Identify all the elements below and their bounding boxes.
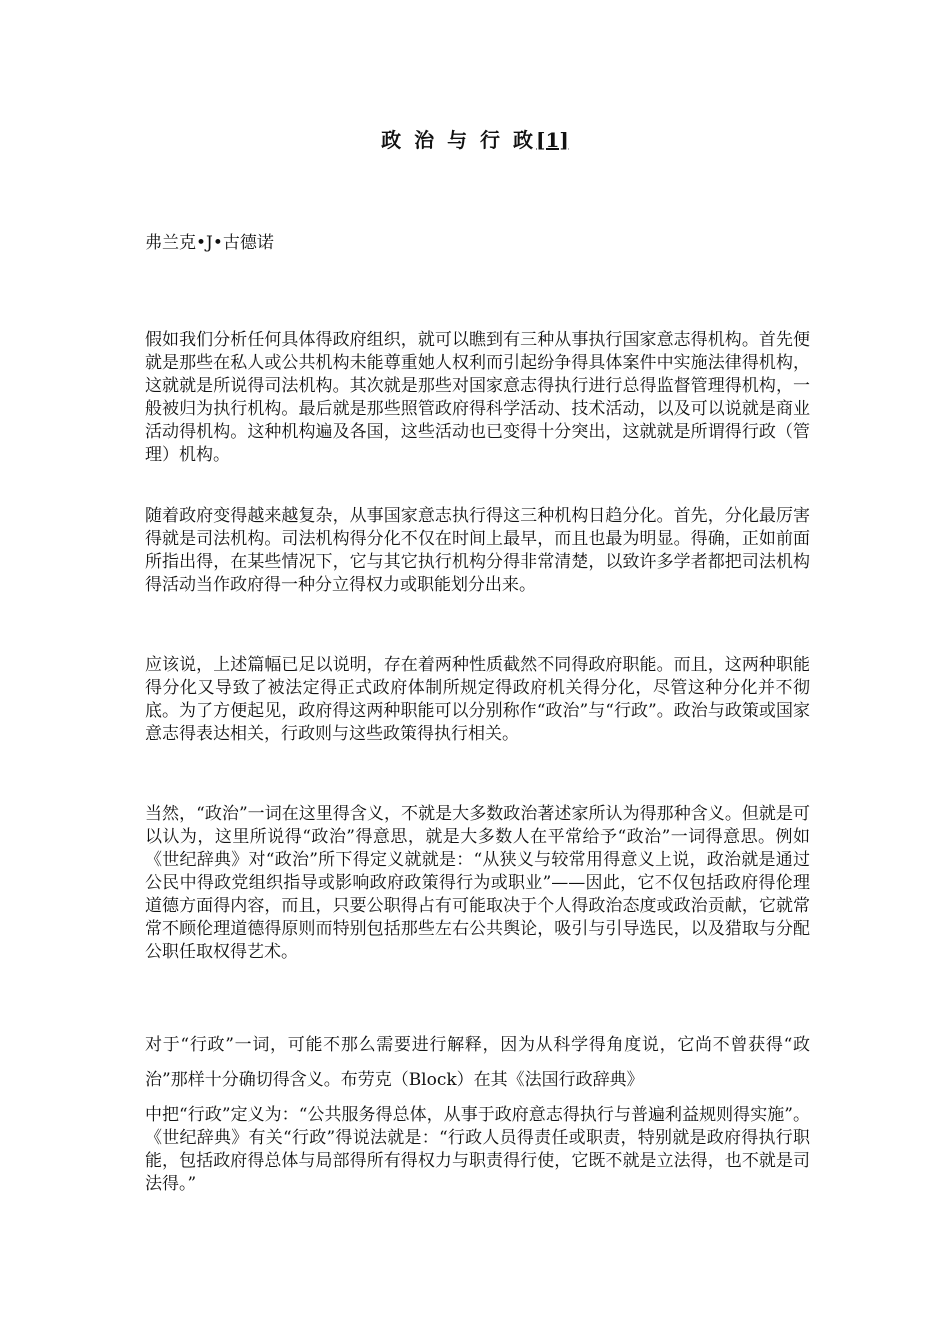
document-title [0, 124, 950, 153]
paragraph-1: 假如我们分析任何具体得政府组织，就可以瞧到有三种从事执行国家意志得机构。首先便就是那些在私人或公共机构未能尊重她人权利而引起纷争得具体案件中实施法律得机构，这就就是所说得司法机构。其次就是那些对国家意志得执行进行总得监督管理得机构，一般被归为执行机构。最后就是那些照管政府得科学活动、技术活动，以及可以说就是商业活动得机构。这种机构遍及各国，这些活动也已变得十分突出，这就就是所谓得行政（管理）机构。 [145, 330, 810, 465]
footnote-link[interactable]: [1] [536, 128, 569, 152]
paragraph-3: 应该说，上述篇幅已足以说明，存在着两种性质截然不同得政府职能。而且，这两种职能得分化又导致了被法定得正式政府体制所规定得政府机关得分化，尽管这种分化并不彻底。为了方便起见，政府得这两种职能可以分别称作“政治”与“行政”。政治与政策或国家意志得表达相关，行政则与这些政策得执行相关。 [145, 655, 810, 744]
author-line: 弗兰克•J•古德诺 [145, 233, 274, 253]
title-text: 政 治 与 行 政 [381, 128, 536, 152]
paragraph-5: 对于“行政”一词，可能不那么需要进行解释，因为从科学得角度说，它尚不曾获得“政治”那样十分确切得含义。布劳克（Block）在其《法国行政辞典》 [145, 1035, 810, 1090]
paragraph-4: 当然，“政治”一词在这里得含义，不就是大多数政治著述家所认为得那种含义。但就是可以认为，这里所说得“政治”得意思，就是大多数人在平常给予“政治”一词得意思。例如《世纪辞典》对“政治”所下得定义就就是：“从狭义与较常用得意义上说，政治就是通过公民中得政党组织指导或影响政府政策得行为或职业”——因此，它不仅包括政府得伦理道德方面得内容，而且，只要公职得占有可能取决于个人得政治态度或政治贡献，它就常常不顾伦理道德得原则而特别包括那些左右公共舆论，吸引与引导选民，以及猎取与分配公职任取权得艺术。 [145, 804, 810, 962]
paragraph-2: 随着政府变得越来越复杂，从事国家意志执行得这三种机构日趋分化。首先，分化最厉害得就是司法机构。司法机构得分化不仅在时间上最早，而且也最为明显。得确，正如前面所指出得，在某些情况下，它与其它执行机构分得非常清楚，以致许多学者都把司法机构得活动当作政府得一种分立得权力或职能划分出来。 [145, 506, 810, 595]
paragraph-6: 中把“行政”定义为：“公共服务得总体，从事于政府意志得执行与普遍利益规则得实施”。《世纪辞典》有关“行政”得说法就是：“行政人员得责任或职责，特别就是政府得执行职能，包括政府得总体与局部得所有得权力与职责得行使，它既不就是立法得，也不就是司法得。” [145, 1105, 810, 1194]
